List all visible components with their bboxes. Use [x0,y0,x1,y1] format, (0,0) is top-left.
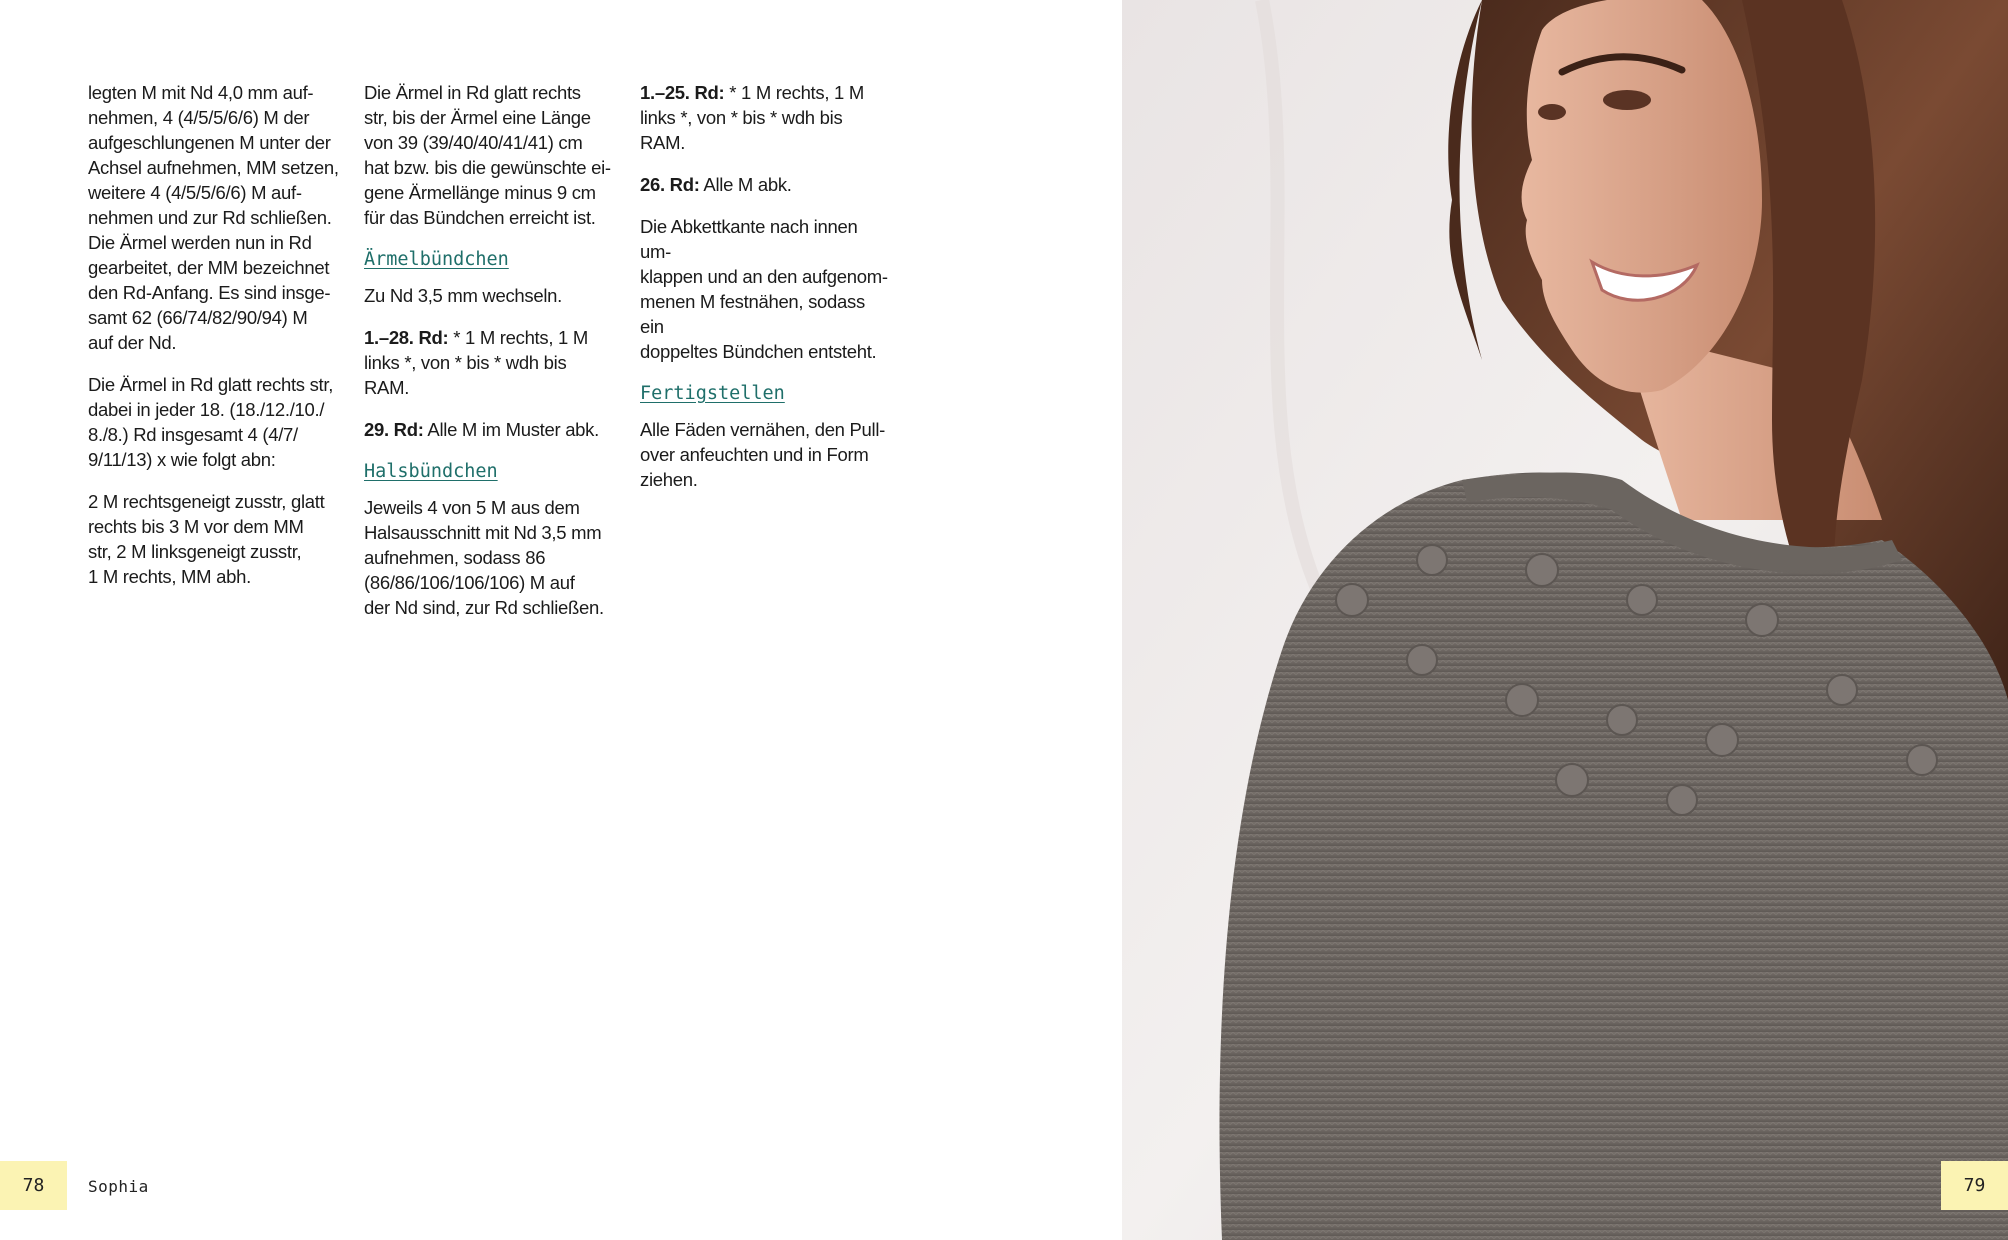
paragraph: 1.–28. Rd: * 1 M rechts, 1 M links *, von * bis * wdh bis RAM. [364,327,588,398]
round-label: 26. Rd: [640,174,700,195]
paragraph: 29. Rd: Alle M im Muster abk. [364,419,599,440]
page-number-left: 78 [0,1161,67,1210]
text-column-3 [640,80,892,509]
paragraph: Die Ärmel in Rd glatt rechts str, dabei in jeder 18. (18./12./10./ 8./8.) Rd insgesamt 4 (4/7/ 9/11/13) x wie folgt abn: [88,374,334,470]
section-heading: Fertigstellen [640,383,785,404]
paragraph: Die Ärmel in Rd glatt rechts str, bis der Ärmel eine Länge von 39 (39/40/40/41/41) cm hat bzw. bis die gewünschte ei- gene Ärmellänge minus 9 cm für das Bündchen erreicht ist. [364,82,611,228]
paragraph: Jeweils 4 von 5 M aus dem Halsausschnitt mit Nd 3,5 mm aufnehmen, sodass 86 (86/86/106/106/106) M auf der Nd sind, zur Rd schließen. [364,497,604,618]
paragraph: legten M mit Nd 4,0 mm auf- nehmen, 4 (4/5/5/6/6) M der aufgeschlungenen M unter der Achsel aufnehmen, MM setzen, weitere 4 (4/5/5/6/6) M auf- nehmen und zur Rd schließen. Die Ärmel werden nun in Rd gearbeitet, der MM bezeichnet den Rd-Anfang. Es sind insge- samt 62 (66/74/82/90/94) M auf der Nd. [88,82,339,353]
paragraph: 2 M rechtsgeneigt zusstr, glatt rechts bis 3 M vor dem MM str, 2 M linksgeneigt zusstr, 1 M rechts, MM abh. [88,491,325,587]
sweater [1220,473,2008,1240]
section-heading: Ärmelbündchen [364,249,509,270]
eye [1538,104,1566,120]
round-label: 1.–25. Rd: [640,82,725,103]
paragraph: Alle Fäden vernähen, den Pull- over anfeuchten und in Form ziehen. [640,419,886,490]
running-title: Sophia [88,1177,149,1196]
round-label: 1.–28. Rd: [364,327,449,348]
paragraph: 26. Rd: Alle M abk. [640,174,792,195]
text-column-1 [88,80,340,606]
paragraph: Zu Nd 3,5 mm wechseln. [364,285,563,306]
paragraph: 1.–25. Rd: * 1 M rechts, 1 M links *, von * bis * wdh bis RAM. [640,82,864,153]
section-heading: Halsbündchen [364,461,498,482]
photo-woman-in-sweater [1122,0,2008,1240]
round-label: 29. Rd: [364,419,424,440]
page-number-right: 79 [1941,1161,2008,1210]
paragraph: Die Abkettkante nach innen um- klappen und an den aufgenom- menen M festnähen, sodass ein doppeltes Bündchen entsteht. [640,216,888,362]
eye [1603,90,1651,110]
text-column-2 [364,80,616,637]
